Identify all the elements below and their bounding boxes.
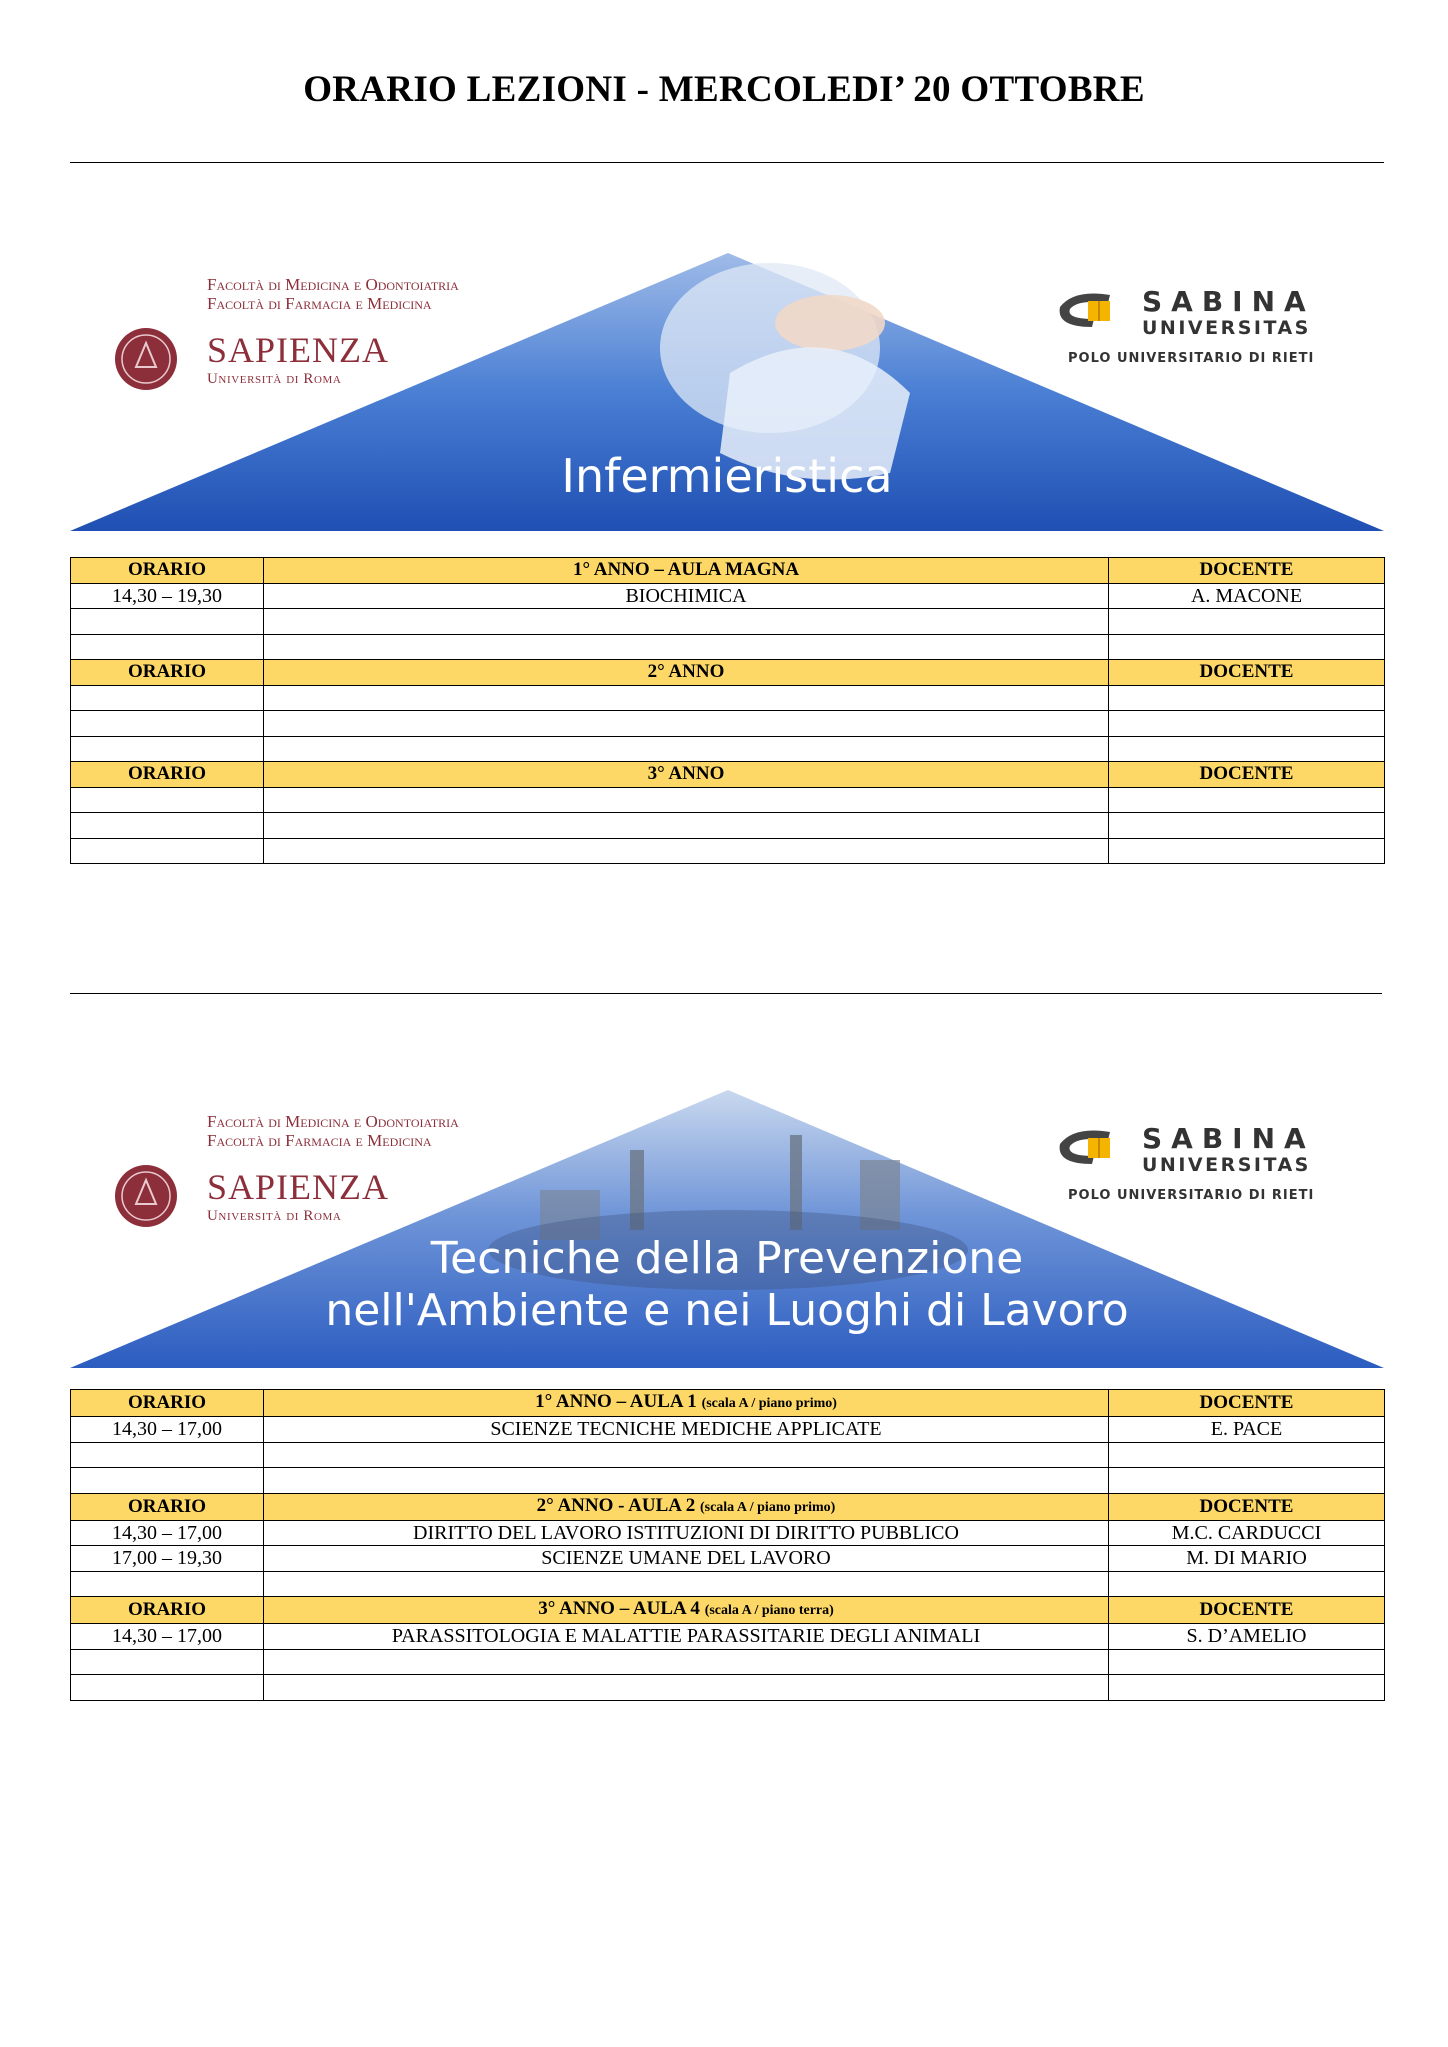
teacher-cell: S. D’AMELIO: [1109, 1624, 1385, 1650]
time-header: ORARIO: [71, 558, 264, 584]
subject-cell: [264, 813, 1109, 839]
time-cell: [71, 685, 264, 711]
sapienza-subtitle: Università di Roma: [207, 1208, 342, 1224]
table-row: [71, 736, 1385, 762]
teacher-header: DOCENTE: [1109, 558, 1385, 584]
teacher-cell: M.C. CARDUCCI: [1109, 1520, 1385, 1546]
middle-divider: [70, 993, 1382, 994]
group-title: 3° ANNO – AULA 4: [538, 1598, 700, 1619]
top-divider: [70, 162, 1384, 163]
group-location-note: (scala A / piano primo): [701, 1396, 837, 1411]
table-row: [71, 634, 1385, 660]
prevenzione-schedule-table: [70, 1389, 1385, 1701]
sapienza-seal-icon: [114, 327, 178, 391]
teacher-header: DOCENTE: [1109, 660, 1385, 686]
table-row: [71, 1468, 1385, 1494]
time-cell: [71, 838, 264, 864]
subject-cell: BIOCHIMICA: [264, 583, 1109, 609]
time-cell: [71, 1442, 264, 1468]
teacher-header: DOCENTE: [1109, 1493, 1385, 1520]
teacher-cell: [1109, 1571, 1385, 1597]
faculty-line-2: Facoltà di Farmacia e Medicina: [207, 294, 432, 313]
sapienza-logo-block: [92, 265, 459, 445]
sabina-name: SABINA: [1142, 1122, 1315, 1155]
teacher-header: DOCENTE: [1109, 1390, 1385, 1417]
banner-title-line-1: Infermieristica: [561, 449, 893, 503]
infermieristica-banner: [70, 253, 1384, 531]
group-location-note: (scala A / piano terra): [704, 1603, 834, 1618]
infermieristica-schedule-table: [70, 557, 1385, 864]
time-cell: [71, 711, 264, 737]
faculty-line-1: Facoltà di Medicina e Odontoiatria: [207, 275, 459, 294]
group-title: 2° ANNO - AULA 2: [536, 1494, 696, 1516]
time-header: ORARIO: [71, 1597, 264, 1624]
table-row: [71, 1675, 1385, 1701]
teacher-cell: [1109, 711, 1385, 737]
group-header-row: [71, 1493, 1385, 1520]
time-header: ORARIO: [71, 1390, 264, 1417]
table-row: [71, 1571, 1385, 1597]
teacher-header: DOCENTE: [1109, 762, 1385, 788]
banner-title-line-1: Tecniche della Prevenzione: [430, 1233, 1024, 1284]
time-cell: 14,30 – 19,30: [71, 583, 264, 609]
subject-cell: [264, 787, 1109, 813]
subject-cell: [264, 685, 1109, 711]
group-title: 2° ANNO: [264, 660, 1109, 686]
time-header: ORARIO: [71, 762, 264, 788]
subject-cell: [264, 1675, 1109, 1701]
time-cell: [71, 1571, 264, 1597]
teacher-cell: [1109, 813, 1385, 839]
sapienza-seal-icon: [114, 1164, 178, 1228]
table-row: [71, 1417, 1385, 1443]
sabina-name: SABINA: [1142, 285, 1315, 318]
sabina-universitas: UNIVERSITAS: [1142, 317, 1311, 339]
teacher-cell: [1109, 1468, 1385, 1494]
subject-cell: [264, 1649, 1109, 1675]
sapienza-subtitle: Università di Roma: [207, 371, 342, 387]
teacher-cell: M. DI MARIO: [1109, 1546, 1385, 1572]
subject-cell: [264, 838, 1109, 864]
sapienza-name: SAPIENZA: [207, 330, 390, 370]
subject-cell: PARASSITOLOGIA E MALATTIE PARASSITARIE DEGLI ANIMALI: [264, 1624, 1109, 1650]
teacher-cell: [1109, 736, 1385, 762]
faculty-line-2: Facoltà di Farmacia e Medicina: [207, 1131, 432, 1150]
group-title-cell: [264, 1597, 1109, 1624]
table-row: [71, 1624, 1385, 1650]
group-title-cell: [264, 1493, 1109, 1520]
teacher-cell: [1109, 609, 1385, 635]
time-cell: [71, 736, 264, 762]
sabina-universitas: UNIVERSITAS: [1142, 1154, 1311, 1176]
time-cell: [71, 609, 264, 635]
table-row: [71, 1520, 1385, 1546]
table-row: [71, 1442, 1385, 1468]
subject-cell: [264, 1468, 1109, 1494]
teacher-cell: A. MACONE: [1109, 583, 1385, 609]
time-cell: [71, 787, 264, 813]
banner-title-line-2: nell'Ambiente e nei Luoghi di Lavoro: [325, 1285, 1129, 1336]
time-cell: 14,30 – 17,00: [71, 1624, 264, 1650]
group-header-row: [71, 660, 1385, 686]
sapienza-name: SAPIENZA: [207, 1167, 390, 1207]
teacher-cell: [1109, 1442, 1385, 1468]
time-cell: 14,30 – 17,00: [71, 1520, 264, 1546]
time-cell: 17,00 – 19,30: [71, 1546, 264, 1572]
sabina-logo-block: [1054, 1122, 1364, 1212]
table-row: [71, 609, 1385, 635]
teacher-cell: E. PACE: [1109, 1417, 1385, 1443]
time-cell: 14,30 – 17,00: [71, 1417, 264, 1443]
teacher-header: DOCENTE: [1109, 1597, 1385, 1624]
sabina-polo: POLO UNIVERSITARIO DI RIETI: [1068, 1188, 1315, 1203]
group-title: 1° ANNO – AULA 1: [535, 1391, 697, 1412]
subject-cell: [264, 634, 1109, 660]
subject-cell: SCIENZE UMANE DEL LAVORO: [264, 1546, 1109, 1572]
group-title: 1° ANNO – AULA MAGNA: [264, 558, 1109, 584]
time-cell: [71, 1675, 264, 1701]
time-header: ORARIO: [71, 1493, 264, 1520]
group-header-row: [71, 1390, 1385, 1417]
teacher-cell: [1109, 787, 1385, 813]
sabina-logo-block: [1054, 285, 1364, 375]
table-row: [71, 838, 1385, 864]
time-cell: [71, 634, 264, 660]
sabina-book-icon: [1054, 1122, 1134, 1182]
table-row: [71, 813, 1385, 839]
group-title-cell: [264, 1390, 1109, 1417]
subject-cell: SCIENZE TECNICHE MEDICHE APPLICATE: [264, 1417, 1109, 1443]
table-row: [71, 685, 1385, 711]
table-row: [71, 711, 1385, 737]
group-title: 3° ANNO: [264, 762, 1109, 788]
time-cell: [71, 813, 264, 839]
subject-cell: [264, 1571, 1109, 1597]
group-header-row: [71, 762, 1385, 788]
time-cell: [71, 1468, 264, 1494]
subject-cell: [264, 711, 1109, 737]
group-location-note: (scala A / piano primo): [699, 1499, 836, 1515]
subject-cell: DIRITTO DEL LAVORO ISTITUZIONI DI DIRITTO PUBBLICO: [264, 1520, 1109, 1546]
table-row: [71, 787, 1385, 813]
teacher-cell: [1109, 1675, 1385, 1701]
sabina-polo: POLO UNIVERSITARIO DI RIETI: [1068, 351, 1315, 366]
page-title: ORARIO LEZIONI - MERCOLEDI’ 20 OTTOBRE: [303, 69, 1145, 110]
sabina-book-icon: [1054, 285, 1134, 345]
table-row: [71, 1649, 1385, 1675]
subject-cell: [264, 609, 1109, 635]
prevenzione-banner: [70, 1090, 1384, 1368]
time-header: ORARIO: [71, 660, 264, 686]
teacher-cell: [1109, 838, 1385, 864]
faculty-line-1: Facoltà di Medicina e Odontoiatria: [207, 1112, 459, 1131]
table-row: [71, 1546, 1385, 1572]
subject-cell: [264, 1442, 1109, 1468]
group-header-row: [71, 558, 1385, 584]
teacher-cell: [1109, 1649, 1385, 1675]
subject-cell: [264, 736, 1109, 762]
teacher-cell: [1109, 634, 1385, 660]
group-header-row: [71, 1597, 1385, 1624]
time-cell: [71, 1649, 264, 1675]
teacher-cell: [1109, 685, 1385, 711]
table-row: [71, 583, 1385, 609]
